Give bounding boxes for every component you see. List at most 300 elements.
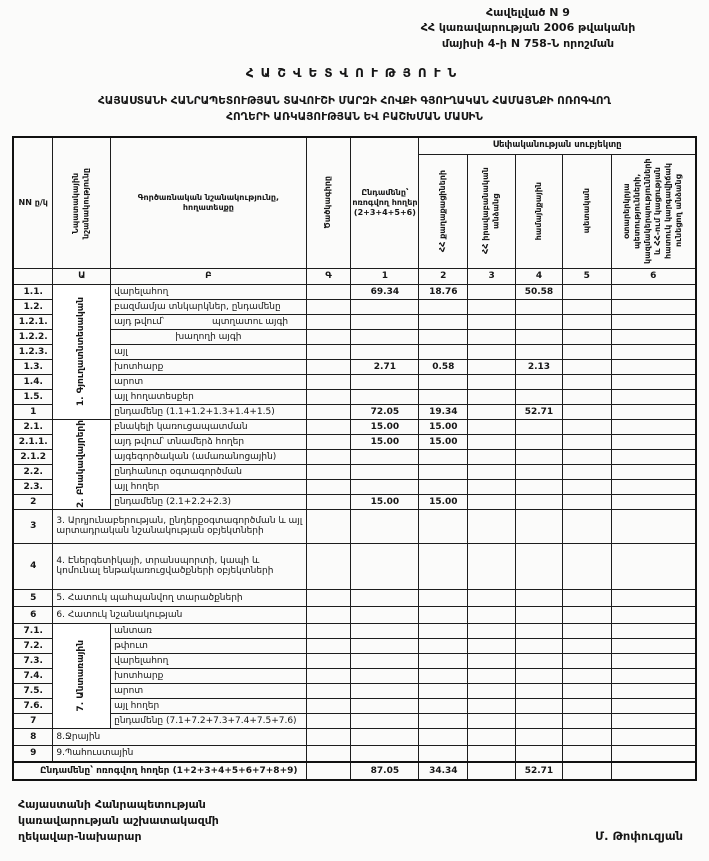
cell-community: 2.13	[516, 359, 563, 374]
table-row-subtotal	[13, 404, 696, 419]
row-code	[306, 713, 351, 728]
row-name: արոտ	[111, 374, 307, 389]
letter-cell: 1	[351, 268, 419, 284]
cell-community	[516, 683, 563, 698]
cell-foreign	[611, 638, 696, 653]
letter-cell: 4	[516, 268, 563, 284]
cell-citizens: 15.00	[419, 434, 468, 449]
cell-total	[351, 638, 419, 653]
cell-foreign	[611, 713, 696, 728]
appendix-line-3: մայիսի 4-ի N 758-Ն որոշման	[441, 36, 615, 50]
cell-foreign	[611, 434, 696, 449]
signatory-line-2: կառավարության աշխատակազմի	[18, 814, 219, 828]
cell-citizens	[419, 638, 468, 653]
cell-legal	[468, 479, 516, 494]
row-code	[306, 284, 351, 299]
table-row	[13, 653, 696, 668]
row-code	[306, 479, 351, 494]
row-name: 6. Հատուկ նշանակության	[53, 606, 306, 623]
cell-legal	[468, 713, 516, 728]
table-row-subtotal	[13, 713, 696, 728]
cell-legal	[468, 404, 516, 419]
group-label-residential: 2. Բնակավայրերի	[53, 419, 111, 509]
row-name: արոտ	[111, 683, 307, 698]
cell-state	[562, 589, 611, 606]
cell-community	[516, 623, 563, 638]
grand-total-legal	[468, 762, 516, 780]
cell-state	[562, 543, 611, 589]
cell-total	[351, 314, 419, 329]
cell-citizens	[419, 606, 468, 623]
row-name: այլ հողատեսքեր	[111, 389, 307, 404]
cell-foreign	[611, 419, 696, 434]
letter-cell: Բ	[111, 268, 307, 284]
row-name: 3. Արդյունաբերության, ընդերքօգտագործման և այլ արտադրական նշանակության օբյեկտների	[53, 509, 306, 543]
row-code	[306, 543, 351, 589]
cell-foreign	[611, 728, 696, 745]
col-header-legal-entities: ՀՀ իրավաբանական անձանց	[468, 154, 516, 268]
cell-total	[351, 589, 419, 606]
row-code	[306, 606, 351, 623]
grand-total-label: Ընդամենը՝ ոռոգվող հողեր (1+2+3+4+5+6+7+8+9)	[13, 762, 306, 780]
row-name: այլ հողեր	[111, 479, 307, 494]
cell-total	[351, 449, 419, 464]
row-nn: 7	[13, 713, 53, 728]
cell-foreign	[611, 374, 696, 389]
cell-total	[351, 728, 419, 745]
cell-state	[562, 389, 611, 404]
col-header-total: Ընդամենը՝ ոռոգվող հողեր (2+3+4+5+6)	[351, 137, 419, 269]
row-name-prefix: այդ թվում՝	[114, 316, 164, 327]
table-row	[13, 509, 696, 543]
row-name: 4. Էներգետիկայի, տրանսպորտի, կապի և կոմունալ ենթակառուցվածքների օբյեկտների	[53, 543, 306, 589]
row-code	[306, 683, 351, 698]
cell-citizens: 15.00	[419, 494, 468, 509]
cell-state	[562, 509, 611, 543]
cell-legal	[468, 606, 516, 623]
table-row	[13, 344, 696, 359]
row-name: այդ թվում՝ տնամերձ հողեր	[111, 434, 307, 449]
cell-legal	[468, 543, 516, 589]
cell-community: 50.58	[516, 284, 563, 299]
row-nn: 9	[13, 745, 53, 762]
cell-legal	[468, 389, 516, 404]
row-nn: 2.1.	[13, 419, 53, 434]
cell-legal	[468, 329, 516, 344]
cell-citizens	[419, 479, 468, 494]
cell-community	[516, 606, 563, 623]
row-code	[306, 434, 351, 449]
cell-citizens	[419, 329, 468, 344]
table-row	[13, 359, 696, 374]
cell-total: 15.00	[351, 434, 419, 449]
cell-citizens	[419, 449, 468, 464]
table-row	[13, 299, 696, 314]
cell-foreign	[611, 494, 696, 509]
cell-total	[351, 374, 419, 389]
row-code	[306, 389, 351, 404]
row-nn: 3	[13, 509, 53, 543]
report-subtitle	[12, 93, 697, 126]
row-name: այգեգործական (ամառանոցային)	[111, 449, 307, 464]
cell-citizens: 19.34	[419, 404, 468, 419]
cell-citizens	[419, 314, 468, 329]
row-name: ընդամենը (7.1+7.2+7.3+7.4+7.5+7.6)	[111, 713, 307, 728]
grand-total-citizens: 34.34	[419, 762, 468, 780]
letter-cell: 5	[562, 268, 611, 284]
letter-cell: Ա	[53, 268, 111, 284]
row-name: ընդամենը (2.1+2.2+2.3)	[111, 494, 307, 509]
cell-community	[516, 589, 563, 606]
cell-state	[562, 404, 611, 419]
row-code	[306, 762, 351, 780]
row-code	[306, 728, 351, 745]
cell-legal	[468, 698, 516, 713]
subtitle-line-2: ՀՈՂԵՐԻ ԱՌԿԱՅՈՒԹՅԱՆ ԵՎ ԲԱՇԽՄԱՆ ՄԱՍԻՆ	[226, 111, 483, 124]
cell-legal	[468, 638, 516, 653]
cell-state	[562, 623, 611, 638]
cell-foreign	[611, 623, 696, 638]
row-nn: 1.5.	[13, 389, 53, 404]
col-header-foreign: օտարերկրյա պետությունների, կազմակերպությունների և ՀՀ-ում կացության հատուկ կարգավիճակ ունեցող անձանց	[611, 154, 696, 268]
letter-cell: 2	[419, 268, 468, 284]
row-name: խոտհարք	[111, 668, 307, 683]
row-code	[306, 344, 351, 359]
cell-total	[351, 389, 419, 404]
row-code	[306, 668, 351, 683]
cell-foreign	[611, 509, 696, 543]
cell-foreign	[611, 668, 696, 683]
row-code	[306, 374, 351, 389]
cell-total	[351, 653, 419, 668]
cell-total	[351, 668, 419, 683]
signatory-line-3: ղեկավար-նախարար	[18, 830, 142, 844]
cell-legal	[468, 374, 516, 389]
cell-citizens	[419, 713, 468, 728]
cell-community	[516, 638, 563, 653]
row-name: ընդհանուր օգտագործման	[111, 464, 307, 479]
row-name	[111, 314, 307, 329]
cell-community	[516, 479, 563, 494]
col-header-purpose: Նպատակային նշանակությունը	[53, 137, 111, 269]
col-header-state: պետական	[562, 154, 611, 268]
grand-total-community: 52.71	[516, 762, 563, 780]
cell-state	[562, 359, 611, 374]
cell-foreign	[611, 745, 696, 762]
land-report-table	[12, 136, 697, 782]
row-code	[306, 329, 351, 344]
cell-legal	[468, 589, 516, 606]
row-code	[306, 404, 351, 419]
cell-citizens	[419, 464, 468, 479]
cell-total: 15.00	[351, 419, 419, 434]
cell-community: 52.71	[516, 404, 563, 419]
cell-total	[351, 543, 419, 589]
cell-state	[562, 683, 611, 698]
cell-foreign	[611, 698, 696, 713]
cell-total	[351, 509, 419, 543]
cell-community	[516, 653, 563, 668]
letter-cell: 6	[611, 268, 696, 284]
row-name: վարելահող	[111, 284, 307, 299]
signatory-position	[18, 797, 219, 845]
table-row-subtotal	[13, 494, 696, 509]
group-label-forest: 7. Անտառային	[53, 623, 111, 728]
cell-legal	[468, 419, 516, 434]
table-row	[13, 606, 696, 623]
cell-community	[516, 449, 563, 464]
cell-legal	[468, 284, 516, 299]
row-nn: 1.4.	[13, 374, 53, 389]
row-code	[306, 359, 351, 374]
row-code	[306, 589, 351, 606]
cell-community	[516, 374, 563, 389]
appendix-note	[363, 5, 693, 51]
row-code	[306, 494, 351, 509]
report-title: ՀԱՇՎԵՏՎՈՒԹՅՈՒՆ	[245, 66, 464, 81]
row-name: խոտհարք	[111, 359, 307, 374]
cell-citizens	[419, 374, 468, 389]
row-code	[306, 449, 351, 464]
row-nn: 1	[13, 404, 53, 419]
row-name: խաղողի այգի	[111, 329, 307, 344]
cell-total	[351, 745, 419, 762]
row-nn: 1.3.	[13, 359, 53, 374]
col-header-functional: Գործառնական նշանակությունը, հողատեսքը	[111, 137, 307, 269]
table-row	[13, 479, 696, 494]
cell-foreign	[611, 299, 696, 314]
cell-state	[562, 728, 611, 745]
cell-foreign	[611, 359, 696, 374]
cell-foreign	[611, 683, 696, 698]
cell-citizens	[419, 683, 468, 698]
cell-legal	[468, 683, 516, 698]
cell-state	[562, 653, 611, 668]
cell-total	[351, 698, 419, 713]
table-row	[13, 668, 696, 683]
cell-community	[516, 434, 563, 449]
row-code	[306, 623, 351, 638]
letter-cell-empty	[13, 268, 53, 284]
grand-total-total: 87.05	[351, 762, 419, 780]
cell-community	[516, 668, 563, 683]
cell-community	[516, 464, 563, 479]
cell-community	[516, 728, 563, 745]
cell-state	[562, 606, 611, 623]
cell-citizens	[419, 653, 468, 668]
cell-foreign	[611, 389, 696, 404]
cell-total	[351, 464, 419, 479]
cell-state	[562, 299, 611, 314]
cell-community	[516, 745, 563, 762]
table-row	[13, 374, 696, 389]
cell-foreign	[611, 479, 696, 494]
cell-total	[351, 329, 419, 344]
col-header-nn: NN ը/կ	[13, 137, 53, 269]
cell-community	[516, 543, 563, 589]
cell-foreign	[611, 314, 696, 329]
grand-total-foreign	[611, 762, 696, 780]
cell-state	[562, 698, 611, 713]
cell-foreign	[611, 606, 696, 623]
table-row	[13, 745, 696, 762]
table-row	[13, 698, 696, 713]
table-row	[13, 543, 696, 589]
cell-legal	[468, 623, 516, 638]
row-nn: 6	[13, 606, 53, 623]
row-code	[306, 509, 351, 543]
cell-community	[516, 509, 563, 543]
cell-total	[351, 623, 419, 638]
row-name-value: պտղատու այգի	[212, 316, 289, 327]
cell-foreign	[611, 589, 696, 606]
cell-total: 69.34	[351, 284, 419, 299]
cell-citizens	[419, 344, 468, 359]
cell-citizens	[419, 543, 468, 589]
table-row	[13, 329, 696, 344]
table-row	[13, 589, 696, 606]
row-nn: 5	[13, 589, 53, 606]
cell-total	[351, 713, 419, 728]
table-row	[13, 464, 696, 479]
table-row	[13, 728, 696, 745]
signatory-line-1: Հայաստանի Հանրապետության	[18, 798, 206, 812]
cell-citizens	[419, 509, 468, 543]
subtitle-line-1: ՀԱՅԱՍՏԱՆԻ ՀԱՆՐԱՊԵՏՈՒԹՅԱՆ ՏԱՎՈՒՇԻ ՄԱՐԶԻ ՀՈՎՔԻ ԳՅՈՒՂԱԿԱՆ ՀԱՄԱՅՆՔԻ ՈՌՈԳՎՈՂ	[97, 95, 612, 108]
cell-state	[562, 745, 611, 762]
cell-total: 2.71	[351, 359, 419, 374]
cell-foreign	[611, 284, 696, 299]
row-nn: 7.4.	[13, 668, 53, 683]
row-nn: 4	[13, 543, 53, 589]
cell-legal	[468, 344, 516, 359]
row-nn: 1.2.	[13, 299, 53, 314]
row-name: ընդամենը (1.1+1.2+1.3+1.4+1.5)	[111, 404, 307, 419]
table-row	[13, 638, 696, 653]
table-row	[13, 419, 696, 434]
cell-state	[562, 434, 611, 449]
cell-legal	[468, 728, 516, 745]
cell-state	[562, 494, 611, 509]
appendix-line-1: Հավելված N 9	[486, 6, 570, 19]
row-nn: 1.2.2.	[13, 329, 53, 344]
cell-state	[562, 449, 611, 464]
row-name: թփուտ	[111, 638, 307, 653]
cell-citizens	[419, 299, 468, 314]
cell-community	[516, 713, 563, 728]
cell-legal	[468, 745, 516, 762]
cell-citizens	[419, 745, 468, 762]
row-nn: 2.3.	[13, 479, 53, 494]
row-name: 9.Պահուստային	[53, 745, 306, 762]
row-nn: 1.2.1.	[13, 314, 53, 329]
cell-legal	[468, 494, 516, 509]
signatory-name: Մ. Թոփուզյան	[595, 829, 683, 844]
row-nn: 7.2.	[13, 638, 53, 653]
cell-state	[562, 464, 611, 479]
letter-cell: 3	[468, 268, 516, 284]
row-code	[306, 698, 351, 713]
table-row	[13, 683, 696, 698]
table-row	[13, 389, 696, 404]
letter-cell: Գ	[306, 268, 351, 284]
row-nn: 2.1.1.	[13, 434, 53, 449]
row-code	[306, 638, 351, 653]
cell-legal	[468, 434, 516, 449]
cell-foreign	[611, 344, 696, 359]
row-code	[306, 745, 351, 762]
cell-foreign	[611, 653, 696, 668]
grand-total-state	[562, 762, 611, 780]
cell-community	[516, 494, 563, 509]
row-nn: 1.2.3.	[13, 344, 53, 359]
cell-citizens	[419, 728, 468, 745]
cell-state	[562, 668, 611, 683]
cell-state	[562, 344, 611, 359]
signature-block	[12, 797, 697, 845]
cell-legal	[468, 653, 516, 668]
cell-state	[562, 284, 611, 299]
col-header-code: Ծածկագիրը	[306, 137, 351, 269]
cell-state	[562, 479, 611, 494]
appendix-line-2: ՀՀ կառավարության 2006 թվականի	[420, 21, 636, 35]
cell-foreign	[611, 404, 696, 419]
row-name: 8.Ջրային	[53, 728, 306, 745]
cell-legal	[468, 299, 516, 314]
cell-state	[562, 638, 611, 653]
cell-legal	[468, 449, 516, 464]
group-label-agricultural: 1. Գյուղատնտեսական	[53, 284, 111, 419]
col-header-ownership: Սեփականության սուբյեկտը	[419, 137, 696, 155]
cell-total	[351, 344, 419, 359]
row-code	[306, 653, 351, 668]
cell-legal	[468, 359, 516, 374]
cell-foreign	[611, 464, 696, 479]
row-code	[306, 299, 351, 314]
cell-community	[516, 299, 563, 314]
cell-state	[562, 314, 611, 329]
table-row	[13, 449, 696, 464]
cell-citizens	[419, 668, 468, 683]
row-name: վարելահող	[111, 653, 307, 668]
cell-community	[516, 389, 563, 404]
cell-citizens	[419, 389, 468, 404]
cell-citizens	[419, 589, 468, 606]
cell-legal	[468, 509, 516, 543]
cell-state	[562, 713, 611, 728]
cell-legal	[468, 464, 516, 479]
cell-foreign	[611, 449, 696, 464]
cell-total	[351, 299, 419, 314]
cell-community	[516, 314, 563, 329]
row-nn: 7.3.	[13, 653, 53, 668]
cell-foreign	[611, 329, 696, 344]
cell-citizens	[419, 623, 468, 638]
cell-community	[516, 419, 563, 434]
cell-citizens: 0.58	[419, 359, 468, 374]
row-nn: 7.6.	[13, 698, 53, 713]
cell-total	[351, 479, 419, 494]
row-nn: 2.1.2	[13, 449, 53, 464]
row-name: 5. Հատուկ պահպանվող տարածքների	[53, 589, 306, 606]
row-code	[306, 419, 351, 434]
row-code	[306, 464, 351, 479]
row-name: բնակելի կառուցապատման	[111, 419, 307, 434]
row-nn: 1.1.	[13, 284, 53, 299]
cell-citizens: 15.00	[419, 419, 468, 434]
row-nn: 8	[13, 728, 53, 745]
cell-community	[516, 329, 563, 344]
